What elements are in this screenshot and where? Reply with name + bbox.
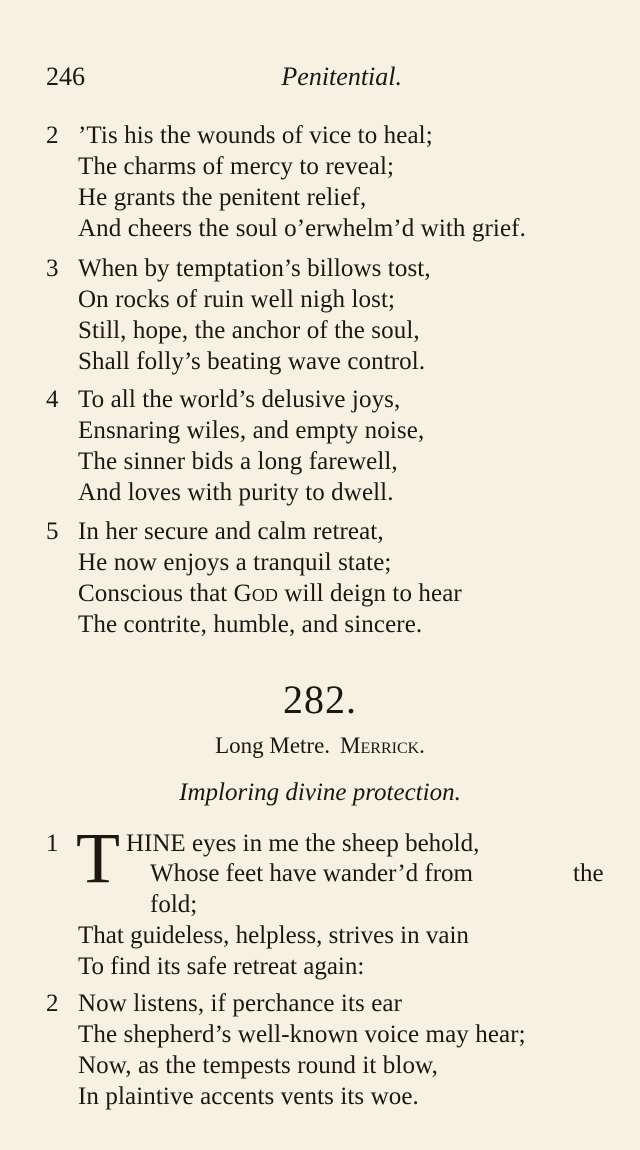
stanza-number: 5 <box>46 518 59 545</box>
verse-line: He grants the penitent relief, <box>78 184 367 211</box>
author: Merrick. <box>340 733 425 758</box>
verse-line: Whose feet have wander’d from <box>150 860 473 887</box>
verse-line: To find its safe retreat again: <box>78 953 365 980</box>
verse-line: The charms of mercy to reveal; <box>78 153 395 180</box>
verse-line: Now, as the tempests round it blow, <box>78 1052 438 1079</box>
stanza-number: 4 <box>46 386 59 413</box>
verse-line: Now listens, if perchance its ear <box>78 990 403 1017</box>
drop-cap: T <box>76 818 120 898</box>
verse-line: The sinner bids a long farewell, <box>78 448 398 475</box>
verse-line: fold; <box>150 891 198 918</box>
divine-name: God <box>233 580 279 607</box>
page-number: 246 <box>46 62 85 91</box>
stanza-number: 2 <box>46 990 59 1017</box>
verse-line: Ensnaring wiles, and empty noise, <box>78 417 425 444</box>
verse-line: On rocks of ruin well nigh lost; <box>78 286 396 313</box>
verse-line: In her secure and calm retreat, <box>78 518 384 545</box>
stanza-4 <box>46 386 626 506</box>
stanza-2-prev <box>46 122 626 242</box>
stanza-3 <box>46 255 626 375</box>
verse-line-end: the <box>573 860 604 887</box>
hymn-subject: Imploring divine protection. <box>179 779 461 806</box>
verse-text: Conscious that <box>78 580 234 607</box>
stanza-number: 2 <box>46 122 59 149</box>
verse-line: The shepherd’s well-known voice may hear; <box>78 1021 526 1048</box>
verse-line: When by temptation’s billows tost, <box>78 255 431 282</box>
verse-line: That guideless, helpless, strives in vain <box>78 922 469 949</box>
verse-line: HINE eyes in me the sheep behold, <box>126 830 480 857</box>
verse-line: He now enjoys a tranquil state; <box>78 549 392 576</box>
stanza-number: 1 <box>46 830 59 857</box>
verse-line: Still, hope, the anchor of the soul, <box>78 317 420 344</box>
meter: Long Metre. <box>215 733 331 758</box>
stanza-5 <box>46 518 626 638</box>
verse-line <box>78 580 462 608</box>
verse-line: And cheers the soul o’erwhelm’d with grief. <box>78 215 526 242</box>
running-title: Penitential. <box>281 62 402 91</box>
verse-line: Shall folly’s beating wave control. <box>78 348 426 375</box>
verse-text: will deign to hear <box>278 580 462 607</box>
verse-line: In plaintive accents vents its woe. <box>78 1083 419 1110</box>
hymn-stanza-2 <box>46 990 626 1110</box>
verse-line: The contrite, humble, and sincere. <box>78 611 423 638</box>
verse-line: ’Tis his the wounds of vice to heal; <box>78 122 433 149</box>
hymn-number: 282. <box>283 677 357 722</box>
stanza-number: 3 <box>46 255 59 282</box>
page-header <box>46 62 402 102</box>
verse-line: And loves with purity to dwell. <box>78 479 394 506</box>
meter-line <box>0 733 640 759</box>
verse-line: To all the world’s delusive joys, <box>78 386 401 413</box>
